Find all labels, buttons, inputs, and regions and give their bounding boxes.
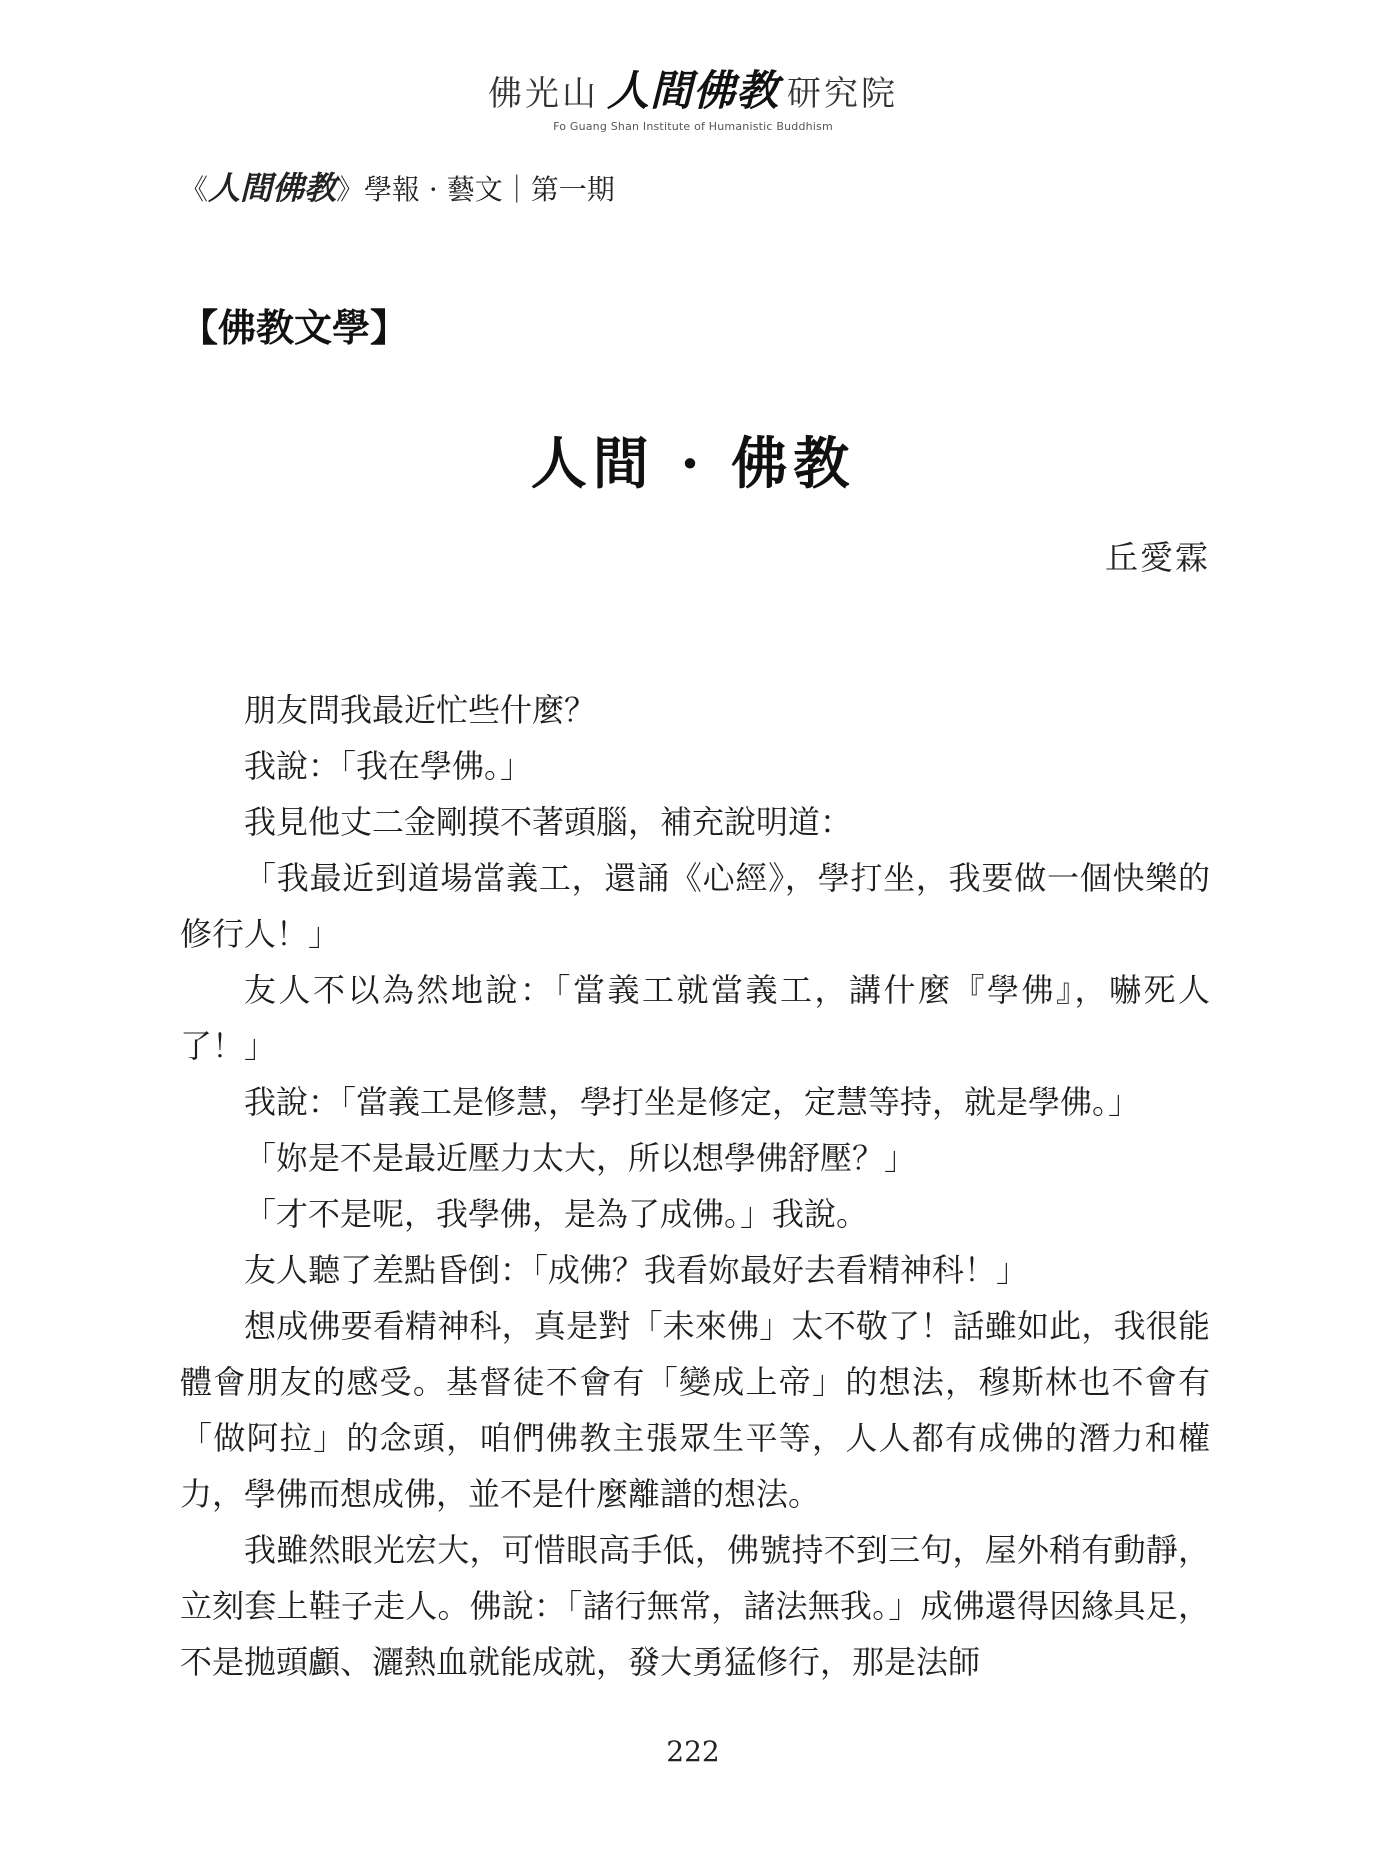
paragraph: 我說：「我在學佛。」 (244, 747, 533, 785)
institute-english-name: Fo Guang Shan Institute of Humanistic Buddhism (553, 120, 833, 133)
paragraph: 「我最近到道場當義工，還誦《心經》，學打坐，我要做一個快樂的修行人！」 (180, 859, 1210, 953)
institute-suffix: 研究院 (787, 74, 898, 114)
paragraph: 「才不是呢，我學佛，是為了成佛。」我說。 (244, 1195, 869, 1233)
journal-open-bracket: 《 (180, 173, 209, 206)
paragraph: 我雖然眼光宏大，可惜眼高手低，佛號持不到三句，屋外稍有動靜，立刻套上鞋子走人。佛說：「諸行無常，諸法無我。」成佛還得因緣具足，不是拋頭顱、灑熱血就能成就，發大勇猛修行，那是法師 (180, 1531, 1210, 1681)
section-label: 【佛教文學】 (180, 305, 409, 350)
paragraph: 朋友問我最近忙些什麼？ (244, 691, 597, 729)
paragraph: 我說：「當義工是修慧，學打坐是修定，定慧等持，就是學佛。」 (244, 1083, 1141, 1121)
journal-issue-text: 》學報 · 藝文｜第一期 (336, 173, 615, 206)
paragraph: 友人聽了差點昏倒：「成佛？我看妳最好去看精神科！」 (244, 1251, 1029, 1289)
institute-header (0, 58, 1386, 133)
journal-running-head (180, 163, 615, 209)
brand-logo: 人間佛教 (606, 66, 779, 115)
journal-brand: 人間佛教 (208, 169, 337, 207)
page-number: 222 (666, 1735, 720, 1768)
article-title: 人間 · 佛教 (530, 431, 856, 497)
paragraph: 想成佛要看精神科，真是對「未來佛」太不敬了！話雖如此，我很能體會朋友的感受。基督徒不會有「變成上帝」的想法，穆斯林也不會有「做阿拉」的念頭，咱們佛教主張眾生平等，人人都有成佛的潛力和權力，學佛而想成佛，並不是什麼離譜的想法。 (180, 1307, 1210, 1513)
article-body (180, 682, 1210, 1690)
paragraph: 「妳是不是最近壓力太大，所以想學佛舒壓？」 (244, 1139, 917, 1177)
article-author: 丘愛霖 (1105, 538, 1210, 577)
institute-name (0, 58, 1386, 118)
paragraph: 友人不以為然地說：「當義工就當義工，講什麼『學佛』，嚇死人了！」 (180, 971, 1210, 1065)
paragraph: 我見他丈二金剛摸不著頭腦，補充說明道： (244, 803, 853, 841)
institute-prefix: 佛光山 (487, 74, 599, 114)
